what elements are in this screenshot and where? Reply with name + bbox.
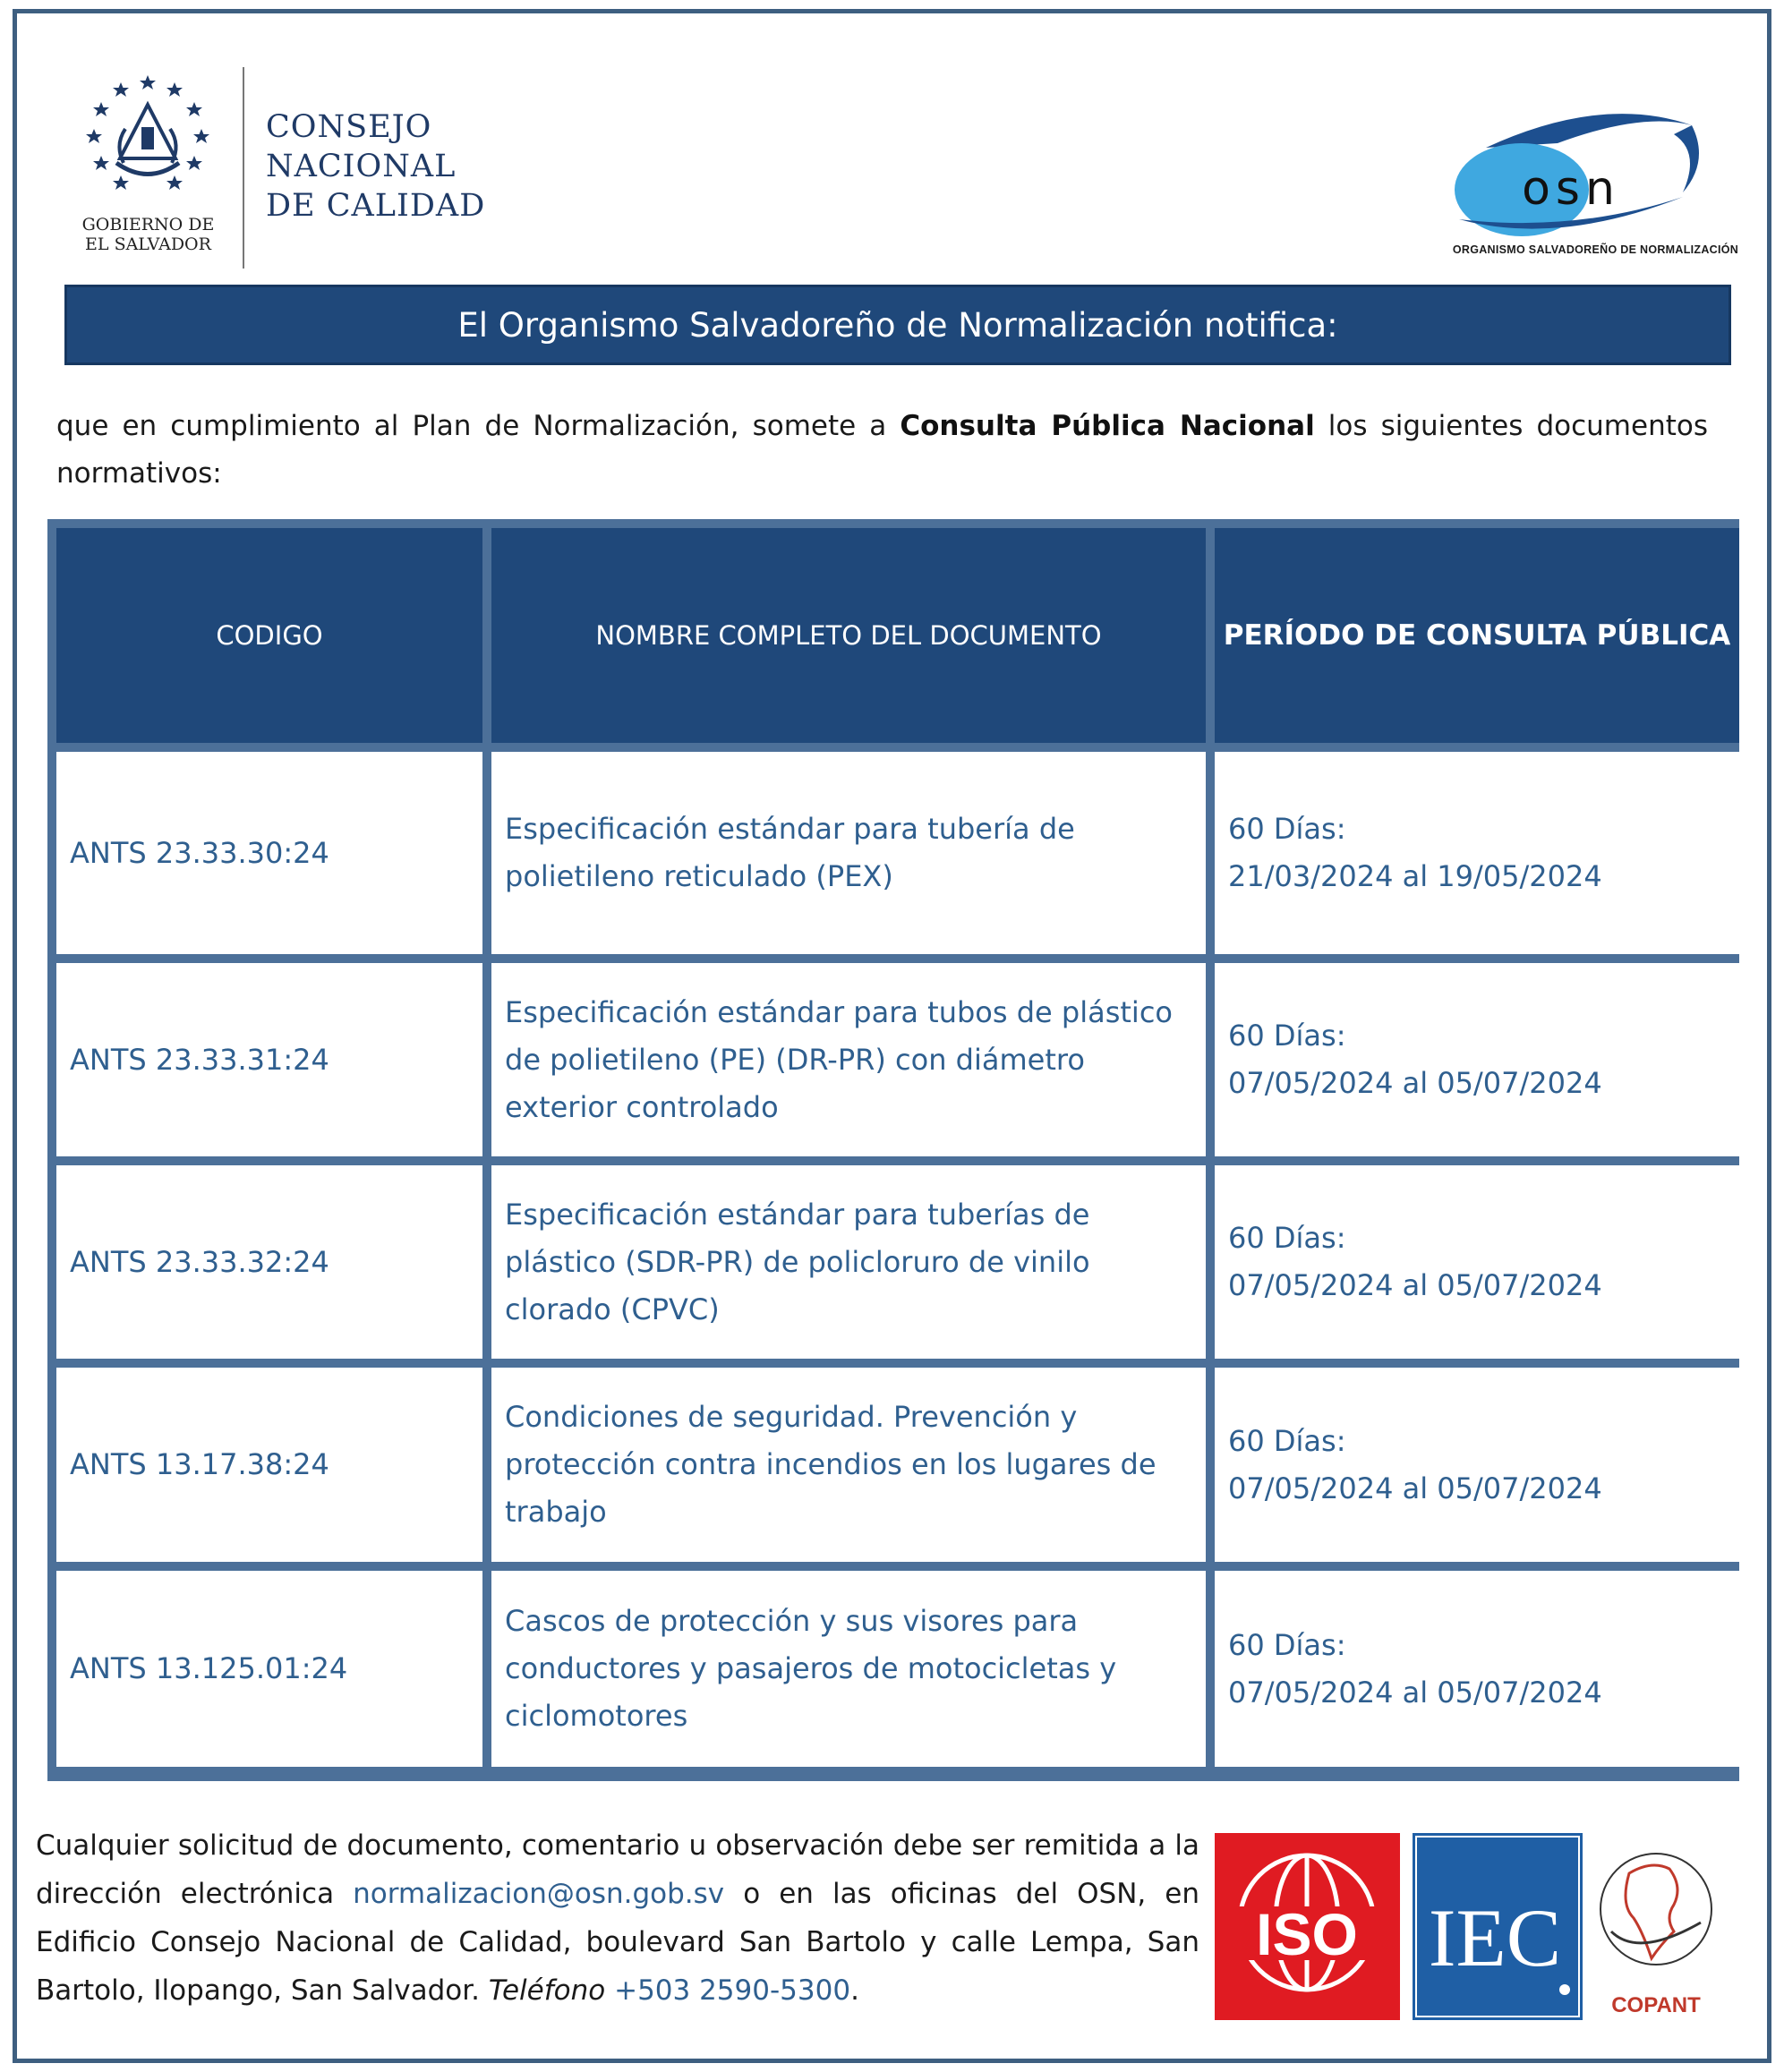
header-name: NOMBRE COMPLETO DEL DOCUMENTO <box>491 528 1206 743</box>
copant-logo <box>1589 1833 1723 2025</box>
osn-full-name: ORGANISMO SALVADOREÑO DE NORMALIZACIÓN <box>1452 243 1739 256</box>
row-code: ANTS 13.125.01:24 <box>56 1571 482 1767</box>
row-period: 60 Días: 07/05/2024 al 05/07/2024 <box>1215 1165 1739 1359</box>
row-period: 60 Días: 21/03/2024 al 19/05/2024 <box>1215 752 1739 954</box>
intro-paragraph: que en cumplimiento al Plan de Normalización, somete a Consulta Pública Nacional los siguientes documentos normativos: <box>56 410 1708 490</box>
phone-number: +503 2590-5300 <box>605 1974 851 2007</box>
row-name: Especificación estándar para tubería de polietileno reticulado (PEX) <box>491 752 1206 954</box>
intro-highlight: Consulta Pública Nacional <box>900 410 1315 442</box>
email-link[interactable]: normalizacion@osn.gob.sv <box>353 1878 725 1910</box>
row-name: Especificación estándar para tubos de plástico de polietileno (PE) (DR-PR) con diámetro exterior controlado <box>491 963 1206 1156</box>
iso-logo <box>1215 1833 1400 2020</box>
government-label: GOBIERNO DE EL SALVADOR <box>81 215 215 254</box>
row-name: Condiciones de seguridad. Prevención y protección contra incendios en los lugares de trabajo <box>491 1368 1206 1562</box>
osn-logo <box>1423 107 1754 264</box>
row-code: ANTS 23.33.30:24 <box>56 752 482 954</box>
row-code: ANTS 23.33.32:24 <box>56 1165 482 1359</box>
copant-logo-text: COPANT <box>1611 1993 1701 2017</box>
osn-logo-text: osn <box>1522 162 1620 216</box>
notice-title: El Organismo Salvadoreño de Normalización notifica: <box>457 305 1338 345</box>
header-divider <box>243 67 244 269</box>
row-period: 60 Días: 07/05/2024 al 05/07/2024 <box>1215 1368 1739 1562</box>
council-name: CONSEJO NACIONAL DE CALIDAD <box>266 109 486 224</box>
row-period: 60 Días: 07/05/2024 al 05/07/2024 <box>1215 963 1739 1156</box>
iso-logo-text: ISO <box>1256 1901 1358 1967</box>
row-name: Especificación estándar para tuberías de plástico (SDR-PR) de policloruro de vinilo clorado (CPVC) <box>491 1165 1206 1359</box>
header-period: PERÍODO DE CONSULTA PÚBLICA <box>1215 528 1739 743</box>
row-code: ANTS 23.33.31:24 <box>56 963 482 1156</box>
iec-logo-text: IEC <box>1428 1892 1562 1983</box>
header-code: CODIGO <box>56 528 482 743</box>
documents-table <box>47 519 1739 1781</box>
row-name: Cascos de protección y sus visores para conductores y pasajeros de motocicletas y ciclomotores <box>491 1571 1206 1767</box>
notice-title-bar <box>64 285 1731 365</box>
row-code: ANTS 13.17.38:24 <box>56 1368 482 1562</box>
row-period: 60 Días: 07/05/2024 al 05/07/2024 <box>1215 1571 1739 1767</box>
iec-logo <box>1413 1833 1583 2020</box>
contact-paragraph: Cualquier solicitud de documento, comentario u observación debe ser remitida a la dirección electrónica normalizacion@osn.gob.sv o en las oficinas del OSN, en Edificio Consejo Nacional de Calidad, boulevard San Bartolo y calle Lempa, San Bartolo, Ilopango, San Salvador. Teléfono +503 2590-5300. <box>36 1829 1199 2007</box>
